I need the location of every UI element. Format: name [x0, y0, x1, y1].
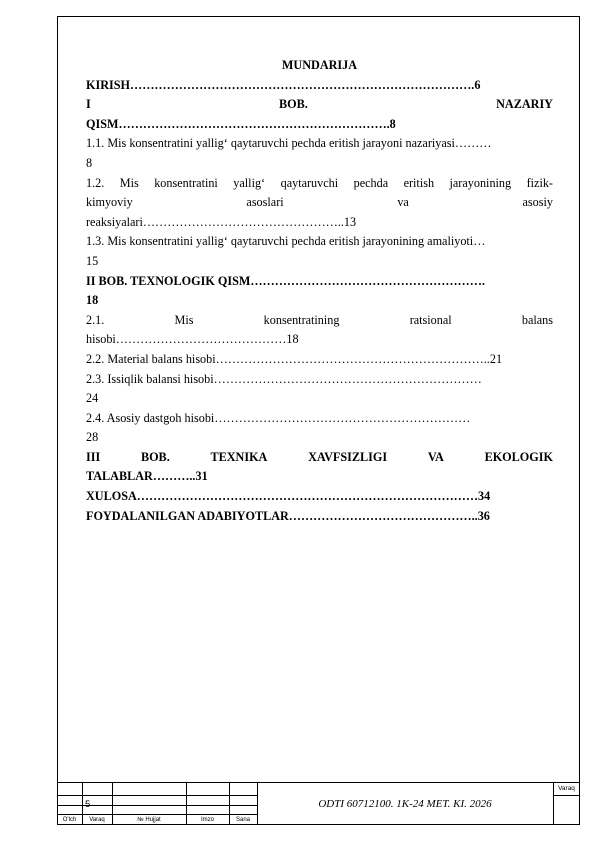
- word: XAVFSIZLIGI: [308, 449, 388, 464]
- toc-entry-chapter1-line2: QISM………………………………………………………….8: [86, 116, 396, 131]
- word: I: [86, 97, 91, 112]
- word: kimyoviy: [86, 195, 133, 210]
- word: TEXNIKA: [210, 449, 268, 464]
- toc-entry-2-4-page: 28: [86, 430, 99, 445]
- word: 1.2.: [86, 175, 105, 190]
- toc-entry-2-3: 2.3. Issiqlik balansi hisobi…………………………………………………………: [86, 371, 482, 386]
- word: pechda: [353, 175, 389, 190]
- column-label-date: Sana: [235, 817, 250, 823]
- toc-entry-chapter2-page: 18: [86, 293, 99, 308]
- column-label-sheet: Varaq: [89, 817, 105, 823]
- word: yallig‘: [233, 175, 266, 190]
- word: 2.1.: [86, 312, 105, 327]
- word: NAZARIY: [496, 97, 553, 112]
- toc-entry-chapter3-line2: TALABLAR………..31: [86, 469, 208, 484]
- toc-entry-1-3-page: 15: [86, 253, 99, 268]
- word: asosiy: [522, 195, 553, 210]
- word: Mis: [174, 312, 194, 327]
- column-label-doc: № Hujjat: [137, 817, 161, 823]
- toc-entry-1-2-line2: [86, 193, 553, 213]
- toc-entry-1-1: 1.1. Mis konsentratini yallig‘ qaytaruvchi pechda eritish jarayoni nazariyasi………: [86, 136, 492, 151]
- word: qaytaruvchi: [280, 175, 339, 190]
- word: BOB.: [140, 449, 170, 464]
- word: konsentratini: [154, 175, 218, 190]
- word: balans: [521, 312, 553, 327]
- toc-entry-chapter3-line1: [86, 448, 553, 468]
- word: ratsional: [409, 312, 452, 327]
- word: eritish: [403, 175, 435, 190]
- toc-entry-chapter2: II BOB. TEXNOLOGIK QISM………………………………………………….: [86, 273, 485, 288]
- toc-entry-1-2-line1: [86, 174, 553, 194]
- word: EKOLOGIK: [484, 449, 553, 464]
- word: fizik-: [526, 175, 553, 190]
- word: jarayonining: [449, 175, 512, 190]
- sheet-label: Varaq: [558, 785, 575, 792]
- toc-entry-2-4: 2.4. Asosiy dastgoh hisobi………………………………………………………: [86, 410, 471, 425]
- table-of-contents: [86, 56, 553, 526]
- column-label-izm: O'lch: [62, 817, 77, 823]
- toc-entry-chapter1-line1: [86, 95, 553, 115]
- document-code: ODTI 60712100. 1K-24 MET. KI. 2026: [318, 797, 492, 810]
- toc-entry-references: FOYDALANILGAN ADABIYOTLAR………………………………………..36: [86, 508, 490, 523]
- toc-title: MUNDARIJA: [281, 58, 358, 72]
- toc-entry-2-1-line2: hisobi……………………………………18: [86, 332, 299, 347]
- toc-entry-xulosa: XULOSA…………………………………………………………………………34: [86, 489, 491, 504]
- word: VA: [427, 449, 444, 464]
- word: asoslari: [246, 195, 284, 210]
- toc-entry-kirish: KIRISH………………………………………………………………………….6: [86, 77, 481, 92]
- word: va: [397, 195, 409, 210]
- page-number: 5: [85, 799, 91, 810]
- column-label-sign: Imzo: [200, 817, 214, 823]
- toc-entry-2-1-line1: [86, 311, 553, 331]
- toc-entry-1-1-page: 8: [86, 155, 93, 170]
- word: III: [86, 449, 101, 464]
- toc-entry-1-3: 1.3. Mis konsentratini yallig‘ qaytaruvchi pechda eritish jarayonining amaliyoti…: [86, 234, 486, 249]
- title-block-stamp: [57, 782, 580, 825]
- toc-entry-1-2-line3: reaksiyalari…………………………………………..13: [86, 214, 357, 229]
- word: Mis: [119, 175, 139, 190]
- word: konsentratining: [263, 312, 340, 327]
- toc-entry-2-2: 2.2. Material balans hisobi…………………………………………………………..21: [86, 351, 503, 366]
- word: BOB.: [279, 97, 308, 112]
- toc-entry-2-3-page: 24: [86, 391, 99, 406]
